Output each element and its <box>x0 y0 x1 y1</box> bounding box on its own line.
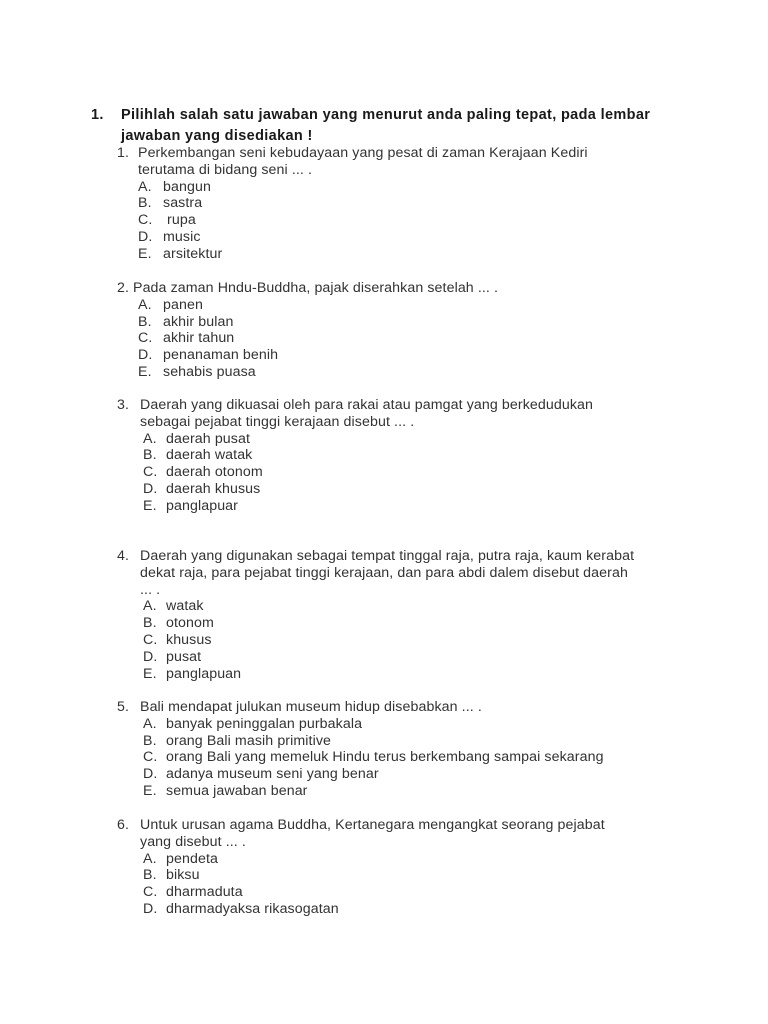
question-line: Untuk urusan agama Buddha, Kertanegara mengangkat seorang pejabat <box>140 817 605 833</box>
option-text: watak <box>166 598 204 615</box>
question-stem <box>117 145 677 179</box>
question-stem <box>117 548 677 598</box>
option-text: dharmadyaksa rikasogatan <box>166 900 339 917</box>
option-letter: E. <box>143 665 157 682</box>
option-letter: B. <box>143 447 157 464</box>
instruction-number: 1. <box>91 107 104 123</box>
option-text: otonom <box>166 615 214 632</box>
option-letter: A. <box>138 296 152 313</box>
option-a <box>138 179 677 196</box>
option-text: akhir tahun <box>163 330 235 347</box>
question-line: Daerah yang digunakan sebagai tempat tinggal raja, putra raja, kaum kerabat <box>140 548 635 564</box>
option-letter: A. <box>143 850 157 867</box>
question-1 <box>117 145 677 263</box>
option-list <box>138 297 677 381</box>
option-text: dharmaduta <box>166 884 243 901</box>
option-text: panglapuan <box>166 665 242 682</box>
question-line: Bali mendapat julukan museum hidup disebabkan ... . <box>140 699 482 715</box>
question-line: dekat raja, para pejabat tinggi kerajaan, dan para abdi dalem disebut daerah <box>140 564 628 581</box>
option-letter: D. <box>143 900 158 917</box>
option-letter: B. <box>143 867 157 884</box>
option-text: biksu <box>166 867 200 884</box>
option-text: music <box>163 228 201 245</box>
option-letter: B. <box>138 195 152 212</box>
option-e <box>143 783 677 800</box>
option-a <box>143 716 677 733</box>
option-text: daerah pusat <box>166 430 251 447</box>
option-a <box>143 851 677 868</box>
option-letter: C. <box>138 330 153 347</box>
option-b <box>143 867 677 884</box>
question-line: yang disebut ... . <box>140 833 246 850</box>
option-letter: E. <box>143 782 157 799</box>
option-d <box>143 649 677 666</box>
option-letter: A. <box>143 715 157 732</box>
question-4 <box>117 548 677 682</box>
question-2 <box>117 280 677 381</box>
question-line: terutama di bidang seni ... . <box>138 161 313 178</box>
option-text: bangun <box>163 178 211 195</box>
option-list <box>143 431 677 515</box>
option-text: semua jawaban benar <box>166 782 308 799</box>
option-c <box>143 884 677 901</box>
option-text: panen <box>163 296 203 313</box>
option-letter: C. <box>138 212 153 229</box>
option-text: rupa <box>163 212 196 229</box>
option-list <box>143 716 677 800</box>
question-number: 3. <box>117 397 130 413</box>
option-text: sastra <box>163 195 203 212</box>
question-line: Daerah yang dikuasai oleh para rakai atau pamgat yang berkedudukan <box>140 397 594 413</box>
option-letter: C. <box>143 884 158 901</box>
option-list <box>143 851 677 918</box>
option-text: pendeta <box>166 850 218 867</box>
question-line: Perkembangan seni kebudayaan yang pesat di zaman Kerajaan Kediri <box>138 145 588 161</box>
option-text: penanaman benih <box>163 347 279 364</box>
question-6 <box>117 817 677 918</box>
question-stem <box>117 397 677 431</box>
option-b <box>138 314 677 331</box>
option-text: daerah khusus <box>166 480 261 497</box>
option-text: pusat <box>166 648 202 665</box>
option-a <box>143 598 677 615</box>
option-c <box>143 464 677 481</box>
option-letter: C. <box>143 631 158 648</box>
option-letter: D. <box>143 480 158 497</box>
question-number: 5. <box>117 699 130 715</box>
option-letter: A. <box>138 178 152 195</box>
question-line: ... . <box>140 581 161 598</box>
option-text: panglapuar <box>166 497 238 514</box>
option-letter: D. <box>143 648 158 665</box>
option-text: khusus <box>166 631 212 648</box>
option-text: daerah otonom <box>166 464 263 481</box>
option-d <box>138 229 677 246</box>
option-letter: B. <box>138 313 152 330</box>
option-b <box>143 447 677 464</box>
option-b <box>143 733 677 750</box>
option-letter: D. <box>138 347 153 364</box>
option-d <box>143 481 677 498</box>
option-letter: E. <box>138 363 152 380</box>
option-letter: C. <box>143 749 158 766</box>
option-text: sehabis puasa <box>163 363 256 380</box>
question-stem <box>117 699 677 716</box>
option-d <box>138 347 677 364</box>
option-c <box>138 330 677 347</box>
question-stem <box>117 280 677 297</box>
option-letter: B. <box>143 732 157 749</box>
option-c <box>143 749 677 766</box>
option-c <box>138 212 677 229</box>
option-letter: A. <box>143 430 157 447</box>
option-d <box>143 901 677 918</box>
option-e <box>143 666 677 683</box>
option-letter: A. <box>143 598 157 615</box>
question-number: 4. <box>117 548 130 564</box>
option-d <box>143 766 677 783</box>
option-text: arsitektur <box>163 245 223 262</box>
option-e <box>138 364 677 381</box>
option-text: banyak peninggalan purbakala <box>166 715 363 732</box>
option-text: daerah watak <box>166 447 253 464</box>
option-text: adanya museum seni yang benar <box>166 766 379 783</box>
option-letter: D. <box>138 228 153 245</box>
instruction <box>91 105 711 147</box>
instruction-text: Pilihlah salah satu jawaban yang menurut anda paling tepat, pada lembar jawaban yang disediakan ! <box>121 107 651 144</box>
option-b <box>138 195 677 212</box>
option-text: orang Bali yang memeluk Hindu terus berkembang sampai sekarang <box>166 749 604 766</box>
option-c <box>143 632 677 649</box>
option-text: orang Bali masih primitive <box>166 732 332 749</box>
option-e <box>143 498 677 515</box>
question-3 <box>117 397 677 515</box>
option-b <box>143 615 677 632</box>
question-line: Pada zaman Hndu-Buddha, pajak diserahkan setelah ... . <box>133 280 499 296</box>
option-list <box>138 179 677 263</box>
option-letter: C. <box>143 464 158 481</box>
question-line: sebagai pejabat tinggi kerajaan disebut ... . <box>140 413 415 430</box>
question-number: 1. <box>117 145 130 161</box>
option-letter: D. <box>143 766 158 783</box>
option-a <box>138 297 677 314</box>
option-a <box>143 431 677 448</box>
question-number: 2. <box>117 280 130 296</box>
question-number: 6. <box>117 817 130 833</box>
option-letter: E. <box>138 245 152 262</box>
question-stem <box>117 817 677 851</box>
option-e <box>138 246 677 263</box>
option-text: akhir bulan <box>163 313 234 330</box>
option-list <box>143 598 677 682</box>
question-5 <box>117 699 677 800</box>
option-letter: E. <box>143 497 157 514</box>
option-letter: B. <box>143 615 157 632</box>
